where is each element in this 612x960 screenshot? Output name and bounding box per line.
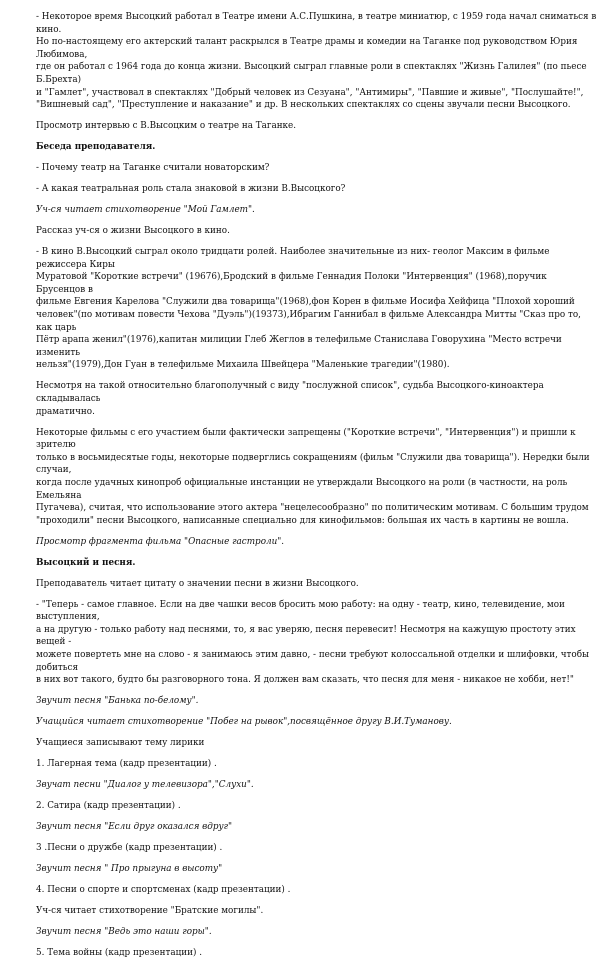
quote-paragraph: - "Теперь - самое главное. Если на две чашки весов бросить мою работу: на одну - театр, кино, телевидение, мои выступления, а на другую - только работу над песнями, то, я вас уверяю, песня перевесит! Несмотря на кажущую простоту этих вещей - можете повертеть мне на слово - я занимаюсь этим давно, - песни требуют колоссальной отделки и шлифовки, чтобы добиться в них вот такого, будто бы разговорного тона. Я должен вам сказать, что песня для меня - никакое не хобби, нет!" [36, 599, 589, 686]
activity-note: Звучит песня "Банька по-белому". [36, 696, 199, 707]
text-paragraph: - Почему театр на Таганке считали новаторским? [36, 163, 270, 174]
list-item: 4. Песни о спорте и спортсменах (кадр презентации) . [36, 885, 291, 896]
activity-note: Звучит песня "Ведь это наши горы". [36, 927, 212, 938]
text-paragraph: Несмотря на такой относительно благополучный с виду "послужной список", судьба Высоцкого-киноактера складывалась драматично. [36, 381, 544, 417]
list-item: 2. Сатира (кадр презентации) . [36, 801, 181, 812]
activity-note: Просмотр фрагмента фильма "Опасные гастроли". [36, 536, 285, 547]
activity-note: Звучат песни "Диалог у телевизора","Слухи". [36, 780, 254, 791]
list-item: 3 .Песни о дружбе (кадр презентации) . [36, 843, 223, 854]
section-heading: Беседа преподавателя. [36, 142, 156, 153]
text-paragraph: Уч-ся читает стихотворение "Братские могилы". [36, 906, 264, 917]
text-paragraph: Некоторые фильмы с его участием были фактически запрещены ("Короткие встречи", "Интервенция") и пришли к зрителю только в восьмидесятые годы, некоторые подверглись сокращениям (фильм "Служили два товарища"). Нередки были случаи, когда после удачных кинопроб официальные инстанции не утверждали Высоцкого на роли (в частности, на роль Емельяна Пугачева), считая, что использование этого актера "нецелесообразно" по политическим мотивам. С большим трудом "проходили" песни Высоцкого, написанные специально для кинофильмов: большая их часть в картины не вошла. [36, 427, 590, 526]
activity-note: Учащийся читает стихотворение "Побег на рывок",посвящённое другу В.И.Туманову. [36, 717, 452, 728]
text-paragraph: Преподаватель читает цитату о значении песни в жизни Высоцкого. [36, 578, 359, 589]
text-paragraph: - Некоторое время Высоцкий работал в Театре имени А.С.Пушкина, в театре миниатюр, с 1959 года начал сниматься в кино. Но по-настоящему его актерский талант раскрылся в Театре драмы и комедии на Таганке под руководством Юрия Любимова, где он работал с 1964 года до конца жизни. Высоцкий сыграл главные роли в спектаклях "Жизнь Галилея" (по пьесе Б.Брехта) и "Гамлет", участвовал в спектаклях "Добрый человек из Сезуана", "Антимиры", "Павшие и живые", "Послушайте!", "Вишневый сад", "Преступление и наказание" и др. В нескольких спектаклях со сцены звучали песни Высоцкого. [36, 12, 597, 111]
activity-note: Звучит песня "Если друг оказался вдруг" [36, 822, 233, 833]
list-item: 5. Тема войны (кадр презентации) . [36, 948, 203, 958]
list-item: 1. Лагерная тема (кадр презентации) . [36, 759, 217, 770]
activity-note: Уч-ся читает стихотворение "Мой Гамлет". [36, 205, 255, 216]
text-paragraph: Просмотр интервью с В.Высоцким о театре на Таганке. [36, 121, 297, 132]
text-paragraph: Учащиеся записывают тему лирики [36, 738, 205, 749]
section-heading: Высоцкий и песня. [36, 557, 136, 568]
text-paragraph: - В кино В.Высоцкий сыграл около тридцати ролей. Наиболее значительные из них- геолог Максим в фильме режиссера Киры Муратовой "Короткие встречи" (19676),Бродский в фильме Геннадия Полоки "Интервенция" (1968),поручик Брусенцов в фильме Евгения Карелова "Служили два товарища"(1968),фон Корен в фильме Иосифа Хейфица "Плохой хороший человек"(по мотивам повести Чехова "Дуэль")(19373),Ибрагим Ганнибал в фильме Александра Митты "Сказ про то, как царь Пётр арапа женил"(1976),капитан милиции Глеб Жеглов в телефильме Станислава Говорухина "Место встречи изменить нельзя"(1979),Дон Гуан в телефильме Михаила Швейцера "Маленькие трагедии"(1980). [36, 247, 581, 371]
text-paragraph: - А какая театральная роль стала знаковой в жизни В.Высоцкого? [36, 184, 346, 195]
text-paragraph: Рассказ уч-ся о жизни Высоцкого в кино. [36, 226, 230, 237]
activity-note: Звучит песня " Про прыгуна в высоту" [36, 864, 223, 875]
